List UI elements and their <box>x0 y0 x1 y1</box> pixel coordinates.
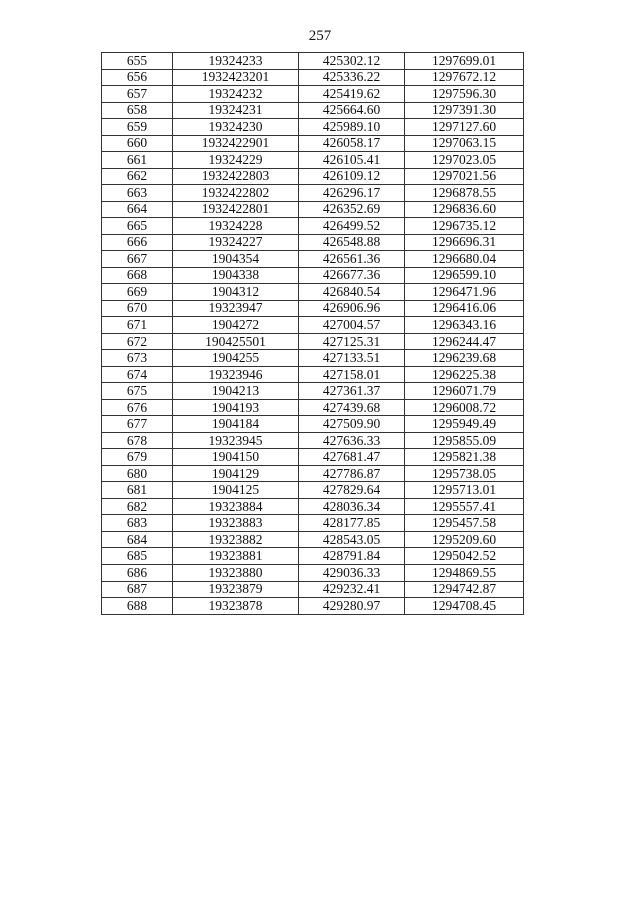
x-coordinate-cell: 427004.57 <box>299 317 405 334</box>
point-number-cell: 666 <box>102 234 173 251</box>
point-number-cell: 660 <box>102 135 173 152</box>
y-coordinate-cell: 1296836.60 <box>405 201 524 218</box>
table-row <box>102 581 524 598</box>
point-id-cell: 19324230 <box>173 119 299 136</box>
table-row <box>102 465 524 482</box>
point-id-cell: 1904129 <box>173 465 299 482</box>
point-id-cell: 1932423201 <box>173 69 299 86</box>
y-coordinate-cell: 1297021.56 <box>405 168 524 185</box>
x-coordinate-cell: 427786.87 <box>299 465 405 482</box>
point-number-cell: 678 <box>102 432 173 449</box>
point-id-cell: 19323881 <box>173 548 299 565</box>
point-id-cell: 19323883 <box>173 515 299 532</box>
x-coordinate-cell: 427636.33 <box>299 432 405 449</box>
y-coordinate-cell: 1296599.10 <box>405 267 524 284</box>
table-row <box>102 69 524 86</box>
x-coordinate-cell: 426058.17 <box>299 135 405 152</box>
x-coordinate-cell: 429232.41 <box>299 581 405 598</box>
x-coordinate-cell: 426296.17 <box>299 185 405 202</box>
point-number-cell: 684 <box>102 531 173 548</box>
point-number-cell: 679 <box>102 449 173 466</box>
point-id-cell: 19323884 <box>173 498 299 515</box>
table-row <box>102 317 524 334</box>
point-id-cell: 1904125 <box>173 482 299 499</box>
point-number-cell: 668 <box>102 267 173 284</box>
table-row <box>102 564 524 581</box>
y-coordinate-cell: 1295713.01 <box>405 482 524 499</box>
y-coordinate-cell: 1295209.60 <box>405 531 524 548</box>
point-number-cell: 677 <box>102 416 173 433</box>
point-id-cell: 19323945 <box>173 432 299 449</box>
y-coordinate-cell: 1296680.04 <box>405 251 524 268</box>
x-coordinate-cell: 426561.36 <box>299 251 405 268</box>
point-id-cell: 1904150 <box>173 449 299 466</box>
y-coordinate-cell: 1296878.55 <box>405 185 524 202</box>
point-id-cell: 1904272 <box>173 317 299 334</box>
x-coordinate-cell: 427158.01 <box>299 366 405 383</box>
x-coordinate-cell: 425664.60 <box>299 102 405 119</box>
point-number-cell: 670 <box>102 300 173 317</box>
point-id-cell: 19323947 <box>173 300 299 317</box>
x-coordinate-cell: 428543.05 <box>299 531 405 548</box>
y-coordinate-cell: 1295949.49 <box>405 416 524 433</box>
point-number-cell: 676 <box>102 399 173 416</box>
point-id-cell: 1904193 <box>173 399 299 416</box>
table-row <box>102 333 524 350</box>
point-number-cell: 671 <box>102 317 173 334</box>
point-id-cell: 1932422801 <box>173 201 299 218</box>
y-coordinate-cell: 1297127.60 <box>405 119 524 136</box>
x-coordinate-cell: 427681.47 <box>299 449 405 466</box>
x-coordinate-cell: 429280.97 <box>299 598 405 615</box>
table-row <box>102 399 524 416</box>
table-row <box>102 548 524 565</box>
x-coordinate-cell: 426499.52 <box>299 218 405 235</box>
x-coordinate-cell: 427509.90 <box>299 416 405 433</box>
x-coordinate-cell: 426677.36 <box>299 267 405 284</box>
point-id-cell: 1932422901 <box>173 135 299 152</box>
point-id-cell: 19323882 <box>173 531 299 548</box>
table-row <box>102 300 524 317</box>
point-number-cell: 664 <box>102 201 173 218</box>
table-row <box>102 598 524 615</box>
y-coordinate-cell: 1297023.05 <box>405 152 524 169</box>
table-row <box>102 251 524 268</box>
table-row <box>102 185 524 202</box>
page-number: 257 <box>308 28 332 44</box>
point-number-cell: 682 <box>102 498 173 515</box>
point-number-cell: 667 <box>102 251 173 268</box>
table-row <box>102 267 524 284</box>
table-row <box>102 531 524 548</box>
point-number-cell: 656 <box>102 69 173 86</box>
point-number-cell: 658 <box>102 102 173 119</box>
point-number-cell: 663 <box>102 185 173 202</box>
y-coordinate-cell: 1296343.16 <box>405 317 524 334</box>
x-coordinate-cell: 428791.84 <box>299 548 405 565</box>
point-id-cell: 19323946 <box>173 366 299 383</box>
table-row <box>102 53 524 70</box>
y-coordinate-cell: 1297596.30 <box>405 86 524 103</box>
y-coordinate-cell: 1296471.96 <box>405 284 524 301</box>
table-row <box>102 86 524 103</box>
table-row <box>102 218 524 235</box>
point-id-cell: 19324229 <box>173 152 299 169</box>
x-coordinate-cell: 429036.33 <box>299 564 405 581</box>
y-coordinate-cell: 1296008.72 <box>405 399 524 416</box>
y-coordinate-cell: 1296244.47 <box>405 333 524 350</box>
point-id-cell: 1904255 <box>173 350 299 367</box>
y-coordinate-cell: 1296696.31 <box>405 234 524 251</box>
point-number-cell: 683 <box>102 515 173 532</box>
point-id-cell: 19323879 <box>173 581 299 598</box>
coordinates-table <box>101 52 524 615</box>
y-coordinate-cell: 1294742.87 <box>405 581 524 598</box>
point-id-cell: 1904312 <box>173 284 299 301</box>
table-row <box>102 515 524 532</box>
x-coordinate-cell: 427439.68 <box>299 399 405 416</box>
x-coordinate-cell: 427361.37 <box>299 383 405 400</box>
coordinates-table-body <box>102 53 524 615</box>
y-coordinate-cell: 1296239.68 <box>405 350 524 367</box>
point-number-cell: 657 <box>102 86 173 103</box>
x-coordinate-cell: 426109.12 <box>299 168 405 185</box>
table-row <box>102 201 524 218</box>
point-id-cell: 1904354 <box>173 251 299 268</box>
point-number-cell: 688 <box>102 598 173 615</box>
point-id-cell: 1932422803 <box>173 168 299 185</box>
table-row <box>102 482 524 499</box>
point-id-cell: 19324228 <box>173 218 299 235</box>
point-number-cell: 674 <box>102 366 173 383</box>
table-row <box>102 366 524 383</box>
x-coordinate-cell: 426352.69 <box>299 201 405 218</box>
y-coordinate-cell: 1297672.12 <box>405 69 524 86</box>
point-id-cell: 1904338 <box>173 267 299 284</box>
y-coordinate-cell: 1296735.12 <box>405 218 524 235</box>
point-number-cell: 661 <box>102 152 173 169</box>
table-row <box>102 152 524 169</box>
point-number-cell: 655 <box>102 53 173 70</box>
y-coordinate-cell: 1295821.38 <box>405 449 524 466</box>
point-id-cell: 19324232 <box>173 86 299 103</box>
point-id-cell: 1904184 <box>173 416 299 433</box>
table-row <box>102 119 524 136</box>
x-coordinate-cell: 427133.51 <box>299 350 405 367</box>
table-row <box>102 350 524 367</box>
x-coordinate-cell: 425419.62 <box>299 86 405 103</box>
table-row <box>102 416 524 433</box>
point-number-cell: 685 <box>102 548 173 565</box>
table-row <box>102 102 524 119</box>
point-id-cell: 19323880 <box>173 564 299 581</box>
y-coordinate-cell: 1295855.09 <box>405 432 524 449</box>
point-number-cell: 659 <box>102 119 173 136</box>
point-id-cell: 19323878 <box>173 598 299 615</box>
table-row <box>102 432 524 449</box>
point-number-cell: 686 <box>102 564 173 581</box>
x-coordinate-cell: 426840.54 <box>299 284 405 301</box>
table-row <box>102 383 524 400</box>
table-row <box>102 168 524 185</box>
table-row <box>102 135 524 152</box>
point-number-cell: 673 <box>102 350 173 367</box>
x-coordinate-cell: 426105.41 <box>299 152 405 169</box>
point-number-cell: 680 <box>102 465 173 482</box>
y-coordinate-cell: 1294708.45 <box>405 598 524 615</box>
x-coordinate-cell: 425302.12 <box>299 53 405 70</box>
y-coordinate-cell: 1296416.06 <box>405 300 524 317</box>
point-number-cell: 681 <box>102 482 173 499</box>
y-coordinate-cell: 1297699.01 <box>405 53 524 70</box>
y-coordinate-cell: 1297063.15 <box>405 135 524 152</box>
x-coordinate-cell: 426906.96 <box>299 300 405 317</box>
table-row <box>102 284 524 301</box>
point-number-cell: 675 <box>102 383 173 400</box>
y-coordinate-cell: 1295557.41 <box>405 498 524 515</box>
table-row <box>102 234 524 251</box>
point-number-cell: 669 <box>102 284 173 301</box>
x-coordinate-cell: 427829.64 <box>299 482 405 499</box>
table-row <box>102 449 524 466</box>
point-id-cell: 1904213 <box>173 383 299 400</box>
x-coordinate-cell: 428036.34 <box>299 498 405 515</box>
point-id-cell: 19324231 <box>173 102 299 119</box>
point-number-cell: 672 <box>102 333 173 350</box>
point-number-cell: 687 <box>102 581 173 598</box>
point-number-cell: 662 <box>102 168 173 185</box>
point-number-cell: 665 <box>102 218 173 235</box>
x-coordinate-cell: 426548.88 <box>299 234 405 251</box>
y-coordinate-cell: 1295738.05 <box>405 465 524 482</box>
y-coordinate-cell: 1294869.55 <box>405 564 524 581</box>
x-coordinate-cell: 428177.85 <box>299 515 405 532</box>
table-row <box>102 498 524 515</box>
point-id-cell: 190425501 <box>173 333 299 350</box>
y-coordinate-cell: 1295457.58 <box>405 515 524 532</box>
y-coordinate-cell: 1296225.38 <box>405 366 524 383</box>
point-id-cell: 19324227 <box>173 234 299 251</box>
x-coordinate-cell: 427125.31 <box>299 333 405 350</box>
point-id-cell: 1932422802 <box>173 185 299 202</box>
y-coordinate-cell: 1297391.30 <box>405 102 524 119</box>
y-coordinate-cell: 1296071.79 <box>405 383 524 400</box>
y-coordinate-cell: 1295042.52 <box>405 548 524 565</box>
x-coordinate-cell: 425989.10 <box>299 119 405 136</box>
point-id-cell: 19324233 <box>173 53 299 70</box>
x-coordinate-cell: 425336.22 <box>299 69 405 86</box>
